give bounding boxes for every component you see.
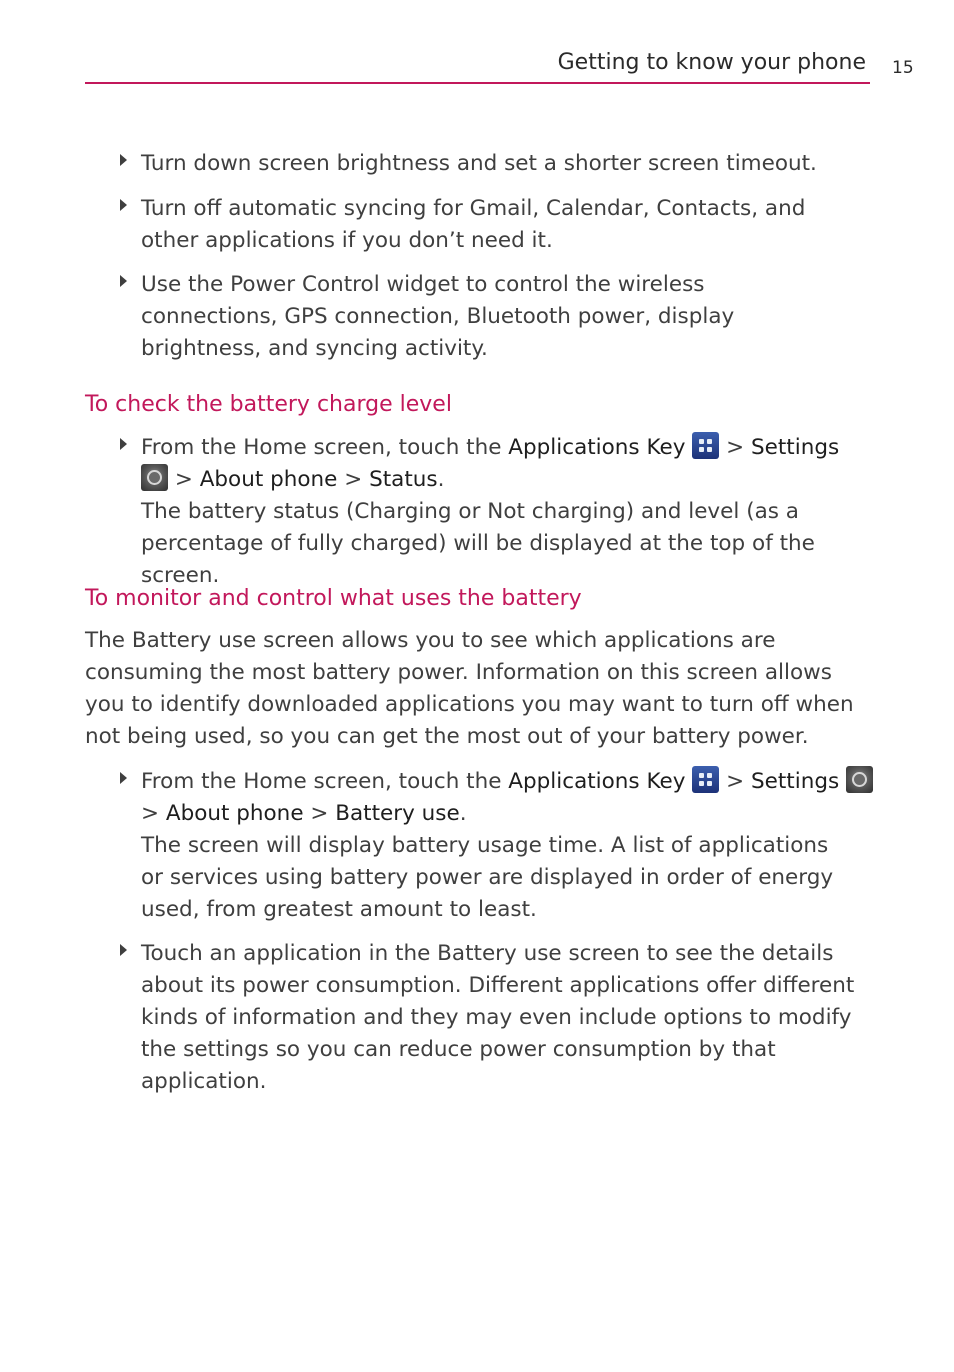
about-phone-label: About phone [165,801,304,826]
applications-grid-icon [692,432,719,459]
applications-grid-icon [692,766,719,793]
triangle-bullet-icon [120,944,127,956]
step-description: The battery status (Charging or Not charging) and level (as a percentage of fully charged) will be displayed at the top of the screen. [141,499,815,588]
step-description: The screen will display battery usage time. A list of applications or services using battery power are displayed in order of energy used, from greatest amount to least. [141,833,834,922]
bullet-item: Turn down screen brightness and set a shorter screen timeout. [141,151,817,176]
applications-key-label: Applications Key [508,769,686,794]
settings-gear-icon [141,464,168,491]
applications-key-label: Applications Key [508,435,686,460]
triangle-bullet-icon [120,154,127,166]
step-line: > About phone > Battery use. [141,801,467,826]
triangle-bullet-icon [120,772,127,784]
about-phone-label: About phone [199,467,338,492]
step-battery-use [141,766,876,926]
status-label: Status [369,467,438,492]
step-line: From the Home screen, touch the Applications Key > Settings [141,766,876,798]
settings-label: Settings [750,769,840,794]
section-heading-battery-charge: To check the battery charge level [85,392,452,417]
bullet-item: Touch an application in the Battery use screen to see the details about its power consumption. Different applications offer different kinds of information and they may even include options to modify the settings so you can reduce power consumption by that application. [141,941,855,1094]
bullet-item: Turn off automatic syncing for Gmail, Calendar, Contacts, and other applications if you don’t need it. [141,196,806,253]
page-header [85,48,870,84]
intro-paragraph: The Battery use screen allows you to see which applications are consuming the most battery power. Information on this screen allows you to identify downloaded applications you may want to turn off when not being used, so you can get the most out of your battery power. [85,628,854,749]
page-number: 15 [892,58,914,78]
settings-label: Settings [750,435,840,460]
bullet-item: Use the Power Control widget to control the wireless connections, GPS connection, Bluetooth power, display brightness, and syncing activity. [141,272,735,361]
triangle-bullet-icon [120,438,127,450]
settings-gear-icon [846,766,873,793]
section-heading-battery-use: To monitor and control what uses the battery [85,586,582,611]
header-title: Getting to know your phone [557,50,866,75]
step-line: > About phone > Status. [141,464,876,496]
triangle-bullet-icon [120,275,127,287]
battery-use-label: Battery use [335,801,460,826]
step-line: From the Home screen, touch the Applications Key > Settings [141,432,876,464]
triangle-bullet-icon [120,199,127,211]
step-check-battery [141,432,876,592]
